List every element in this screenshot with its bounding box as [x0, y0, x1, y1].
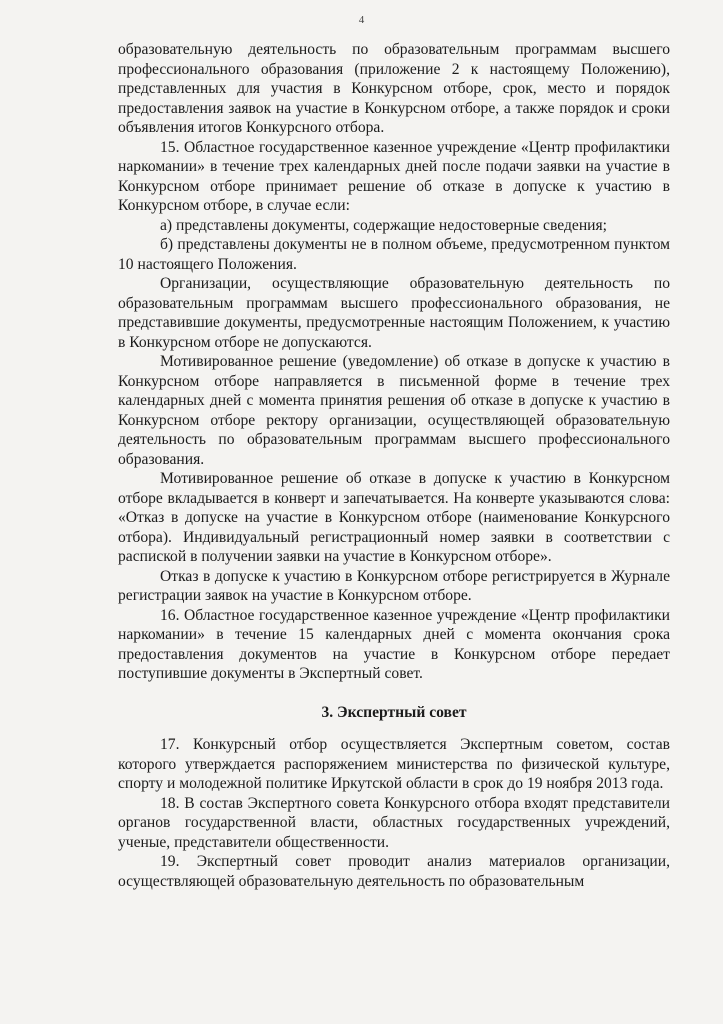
paragraph: 18. В состав Экспертного совета Конкурсного отбора входят представители органов государственной власти, областных государственных учреждений, ученые, представители общественности.: [118, 794, 670, 851]
paragraph: а) представлены документы, содержащие недостоверные сведения;: [160, 216, 608, 234]
paragraph: Мотивированное решение (уведомление) об отказе в допуске к участию в Конкурсном отборе направляется в письменной форме в течение трех календарных дней с момента принятия решения об отказе в допуске к участию в Конкурсном отборе ректору организации, осуществляющей образовательную деятельность по образовательным программам высшего профессионального образования.: [118, 353, 670, 468]
section-heading: 3. Экспертный совет: [321, 703, 467, 721]
document-body: [118, 40, 670, 891]
paragraph: 16. Областное государственное казенное учреждение «Центр профилактики наркомании» в течение 15 календарных дней с момента окончания срока предоставления документов на участие в Конкурсном отборе передает поступившие документы в Экспертный совет.: [118, 606, 670, 682]
page-number: 4: [358, 14, 365, 26]
paragraph: 17. Конкурсный отбор осуществляется Экспертным советом, состав которого утверждается распоряжением министерства по физической культуре, спорту и молодежной политике Иркутской области в срок до 19 ноября 2013 года.: [118, 736, 670, 792]
paragraph: Мотивированное решение об отказе в допуске к участию в Конкурсном отборе вкладывается в конверт и запечатывается. На конверте указываются слова: «Отказ в допуске на участие в Конкурсном отборе (наименование Конкурсного отбора). Индивидуальный регистрационный номер заявки в соответствии с распиской в получении заявки на участие в Конкурсном отборе».: [118, 470, 670, 565]
paragraph: Организации, осуществляющие образовательную деятельность по образовательным программам высшего профессионального образования, не представившие документы, предусмотренные настоящим Положением, к участию в Конкурсном отборе не допускаются.: [118, 275, 670, 351]
paragraph: образовательную деятельность по образовательным программам высшего профессионального образования (приложение 2 к настоящему Положению), представленных для участия в Конкурсном отборе, срок, место и порядок предоставления заявок на участие в Конкурсном отборе, а также порядок и сроки объявления итогов Конкурсного отбора.: [118, 41, 670, 136]
paragraph: б) представлены документы не в полном объеме, предусмотренном пунктом 10 настоящего Положения.: [118, 236, 670, 273]
paragraph: 19. Экспертный совет проводит анализ материалов организации, осуществляющей образовательную деятельность по образовательным: [118, 853, 670, 890]
paragraph: 15. Областное государственное казенное учреждение «Центр профилактики наркомании» в течение трех календарных дней после подачи заявки на участие в Конкурсном отборе принимает решение об отказе в допуске к участию в Конкурсном отборе, в случае если:: [118, 138, 670, 214]
paragraph: Отказ в допуске к участию в Конкурсном отборе регистрируется в Журнале регистрации заявок на участие в Конкурсном отборе.: [118, 567, 670, 604]
